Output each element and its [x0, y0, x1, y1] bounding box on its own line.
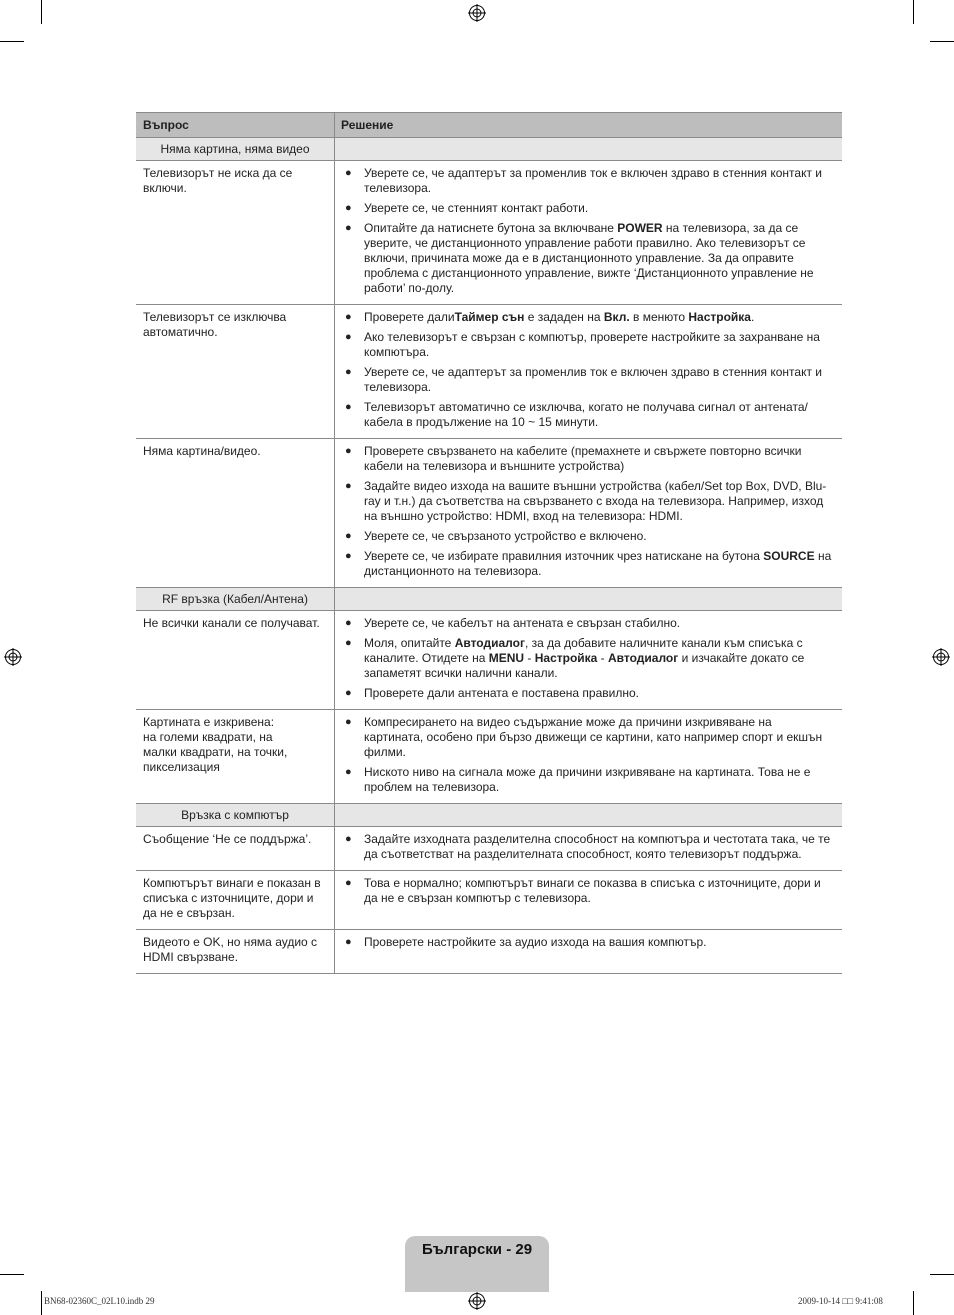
crop-mark — [930, 41, 954, 42]
registration-mark-icon — [4, 648, 22, 666]
page-number-tab — [405, 1236, 549, 1292]
solution-list — [341, 444, 834, 579]
solution-text: - — [524, 651, 535, 665]
table-row — [136, 611, 842, 710]
bullet-icon: ● — [345, 480, 352, 492]
section-empty-cell — [335, 804, 843, 827]
bullet-icon: ● — [345, 550, 352, 562]
section-header-row — [136, 138, 842, 161]
solution-text: Уверете се, че избирате правилния източник чрез натискане на бутона — [364, 549, 764, 563]
section-title: Връзка с компютър — [136, 804, 335, 827]
solution-text: Моля, опитайте — [364, 636, 455, 650]
solution-text: Уверете се, че свързаното устройство е включено. — [364, 529, 647, 543]
emphasis-text: Таймер сън — [454, 310, 525, 324]
solution-item — [341, 832, 834, 862]
emphasis-text: SOURCE — [763, 549, 815, 563]
solution-text: Ако телевизорът е свързан с компютър, проверете настройките за захранване на компютъра. — [364, 330, 820, 359]
crop-mark — [41, 1291, 42, 1315]
solution-item — [341, 400, 834, 430]
header-solution: Решение — [335, 113, 843, 138]
solution-item — [341, 616, 834, 631]
solution-text: Компресирането на видео съдържание може да причини изкривяване на картината, особено при бързо движещи се картини, като например спорт и екшън филми. — [364, 715, 823, 759]
solution-item — [341, 201, 834, 216]
solution-item — [341, 479, 834, 524]
emphasis-text: MENU — [488, 651, 525, 665]
table-row — [136, 930, 842, 974]
bullet-icon: ● — [345, 331, 352, 343]
solution-item — [341, 444, 834, 474]
solution-item — [341, 715, 834, 760]
solution-text: Задайте видео изхода на вашите външни устройства (кабел/Set top Box, DVD, Blu-ray и т.н.) да съответства на свързването с входа на телевизора. Например, изход на външно устройство: HDMI, вход на телевизора: HDMI. — [364, 479, 827, 523]
solution-text: Уверете се, че адаптерът за променлив ток е включен здраво в стенния контакт и телевизора. — [364, 365, 823, 394]
bullet-icon: ● — [345, 716, 352, 728]
solution-cell — [335, 710, 843, 804]
solution-list — [341, 166, 834, 296]
solution-text: е зададен на — [524, 310, 604, 324]
bullet-icon: ● — [345, 766, 352, 778]
bullet-icon: ● — [345, 637, 352, 649]
question-cell: Картината е изкривена: на големи квадрати, на малки квадрати, на точки, пикселизация — [136, 710, 335, 804]
emphasis-text: Настройка — [534, 651, 598, 665]
question-cell: Съобщение ‘Не се поддържа’. — [136, 827, 335, 871]
table-row — [136, 161, 842, 305]
solution-text: . — [750, 310, 755, 324]
solution-item — [341, 636, 834, 681]
bullet-icon: ● — [345, 366, 352, 378]
solution-text: Това е нормално; компютърът винаги се показва в списъка с източниците, дори и да не е свързан компютър с телевизора. — [364, 876, 821, 905]
table-row — [136, 439, 842, 588]
bullet-icon: ● — [345, 202, 352, 214]
bullet-icon: ● — [345, 445, 352, 457]
table-header-row — [136, 113, 842, 138]
imprint-datetime: 2009-10-14 □□ 9:41:08 — [798, 1296, 883, 1306]
solution-list — [341, 616, 834, 701]
troubleshooting-table — [136, 112, 842, 974]
solution-item — [341, 221, 834, 296]
solution-cell — [335, 827, 843, 871]
solution-cell — [335, 611, 843, 710]
solution-text: Проверете настройките за аудио изхода на вашия компютър. — [364, 935, 707, 949]
bullet-icon: ● — [345, 167, 352, 179]
solution-text: Уверете се, че кабелът на антената е свързан стабилно. — [364, 616, 681, 630]
solution-text: , за да добавите наличните канали към списъка с каналите. Отидете на — [364, 636, 803, 665]
solution-item — [341, 549, 834, 579]
bullet-icon: ● — [345, 222, 352, 234]
solution-item — [341, 310, 834, 325]
solution-item — [341, 876, 834, 906]
bullet-icon: ● — [345, 877, 352, 889]
imprint-file: BN68-02360C_02L10.indb 29 — [44, 1296, 155, 1306]
question-cell: Телевизорът се изключва автоматично. — [136, 305, 335, 439]
page-number-label: Български - 29 — [421, 1241, 533, 1258]
solution-list — [341, 310, 834, 430]
solution-list — [341, 832, 834, 862]
solution-item — [341, 330, 834, 360]
solution-text: - — [597, 651, 609, 665]
solution-text: Опитайте да натиснете бутона за включване — [364, 221, 618, 235]
solution-text: Проверете дали — [364, 310, 455, 324]
solution-text: на телевизора, за да се уверите, че дистанционното управление работи правилно. Ако телевизорът се включи, причината може да е в дистанционното управление. За да оправите проблема с дистанционното управление, вижте ‘Дистанционното управление не работи’ по-долу. — [364, 221, 814, 295]
solution-cell — [335, 305, 843, 439]
section-empty-cell — [335, 138, 843, 161]
solution-cell — [335, 871, 843, 930]
solution-item — [341, 529, 834, 544]
solution-text: и изчакайте докато се запаметят всички налични канали. — [364, 651, 805, 680]
emphasis-text: POWER — [617, 221, 663, 235]
registration-mark-icon — [468, 1292, 486, 1310]
crop-mark — [0, 41, 24, 42]
solution-text: Проверете свързването на кабелите (премахнете и свържете повторно всички кабели на телевизора и външните устройства) — [364, 444, 802, 473]
solution-text: Задайте изходната разделителна способност на компютъра и честотата така, че те да съответстват на разделителната способност, която телевизорът поддържа. — [364, 832, 831, 861]
solution-cell — [335, 439, 843, 588]
bullet-icon: ● — [345, 833, 352, 845]
solution-item — [341, 166, 834, 196]
emphasis-text: Автодиалог — [454, 636, 525, 650]
solution-text: Ниското ниво на сигнала може да причини изкривяване на картината. Това не е проблем на телевизора. — [364, 765, 811, 794]
question-cell: Не всички канали се получават. — [136, 611, 335, 710]
solution-text: на дистанционното на телевизора. — [364, 549, 832, 578]
solution-list — [341, 715, 834, 795]
bullet-icon: ● — [345, 687, 352, 699]
solution-text: Проверете дали антената е поставена правилно. — [364, 686, 639, 700]
solution-text: Телевизорът автоматично се изключва, когато не получава сигнал от антената/кабела в продължение на 10 ~ 15 минути. — [364, 400, 808, 429]
emphasis-text: Настройка — [688, 310, 751, 324]
crop-mark — [913, 1291, 914, 1315]
solution-cell — [335, 930, 843, 974]
question-cell: Няма картина/видео. — [136, 439, 335, 588]
registration-mark-icon — [468, 4, 486, 22]
solution-list — [341, 935, 834, 950]
bullet-icon: ● — [345, 530, 352, 542]
section-title: RF връзка (Кабел/Антена) — [136, 588, 335, 611]
section-header-row — [136, 588, 842, 611]
solution-text: Уверете се, че стенният контакт работи. — [364, 201, 589, 215]
crop-mark — [41, 0, 42, 24]
table-row — [136, 871, 842, 930]
crop-mark — [913, 0, 914, 24]
registration-mark-icon — [932, 648, 950, 666]
solution-cell — [335, 161, 843, 305]
solution-item — [341, 365, 834, 395]
emphasis-text: Вкл. — [603, 310, 630, 324]
section-empty-cell — [335, 588, 843, 611]
table-row — [136, 305, 842, 439]
solution-text: в менюто — [629, 310, 689, 324]
bullet-icon: ● — [345, 311, 352, 323]
solution-item — [341, 935, 834, 950]
section-title: Няма картина, няма видео — [136, 138, 335, 161]
question-cell: Видеото е OK, но няма аудио с HDMI свързване. — [136, 930, 335, 974]
bullet-icon: ● — [345, 401, 352, 413]
solution-list — [341, 876, 834, 906]
solution-text: Уверете се, че адаптерът за променлив ток е включен здраво в стенния контакт и телевизора. — [364, 166, 823, 195]
header-question: Въпрос — [136, 113, 335, 138]
crop-mark — [930, 1274, 954, 1275]
section-header-row — [136, 804, 842, 827]
crop-mark — [0, 1274, 24, 1275]
bullet-icon: ● — [345, 617, 352, 629]
bullet-icon: ● — [345, 936, 352, 948]
table-row — [136, 827, 842, 871]
question-cell: Телевизорът не иска да се включи. — [136, 161, 335, 305]
table-row — [136, 710, 842, 804]
solution-item — [341, 765, 834, 795]
question-cell: Компютърът винаги е показан в списъка с източниците, дори и да не е свързан. — [136, 871, 335, 930]
emphasis-text: Автодиалог — [608, 651, 679, 665]
solution-item — [341, 686, 834, 701]
